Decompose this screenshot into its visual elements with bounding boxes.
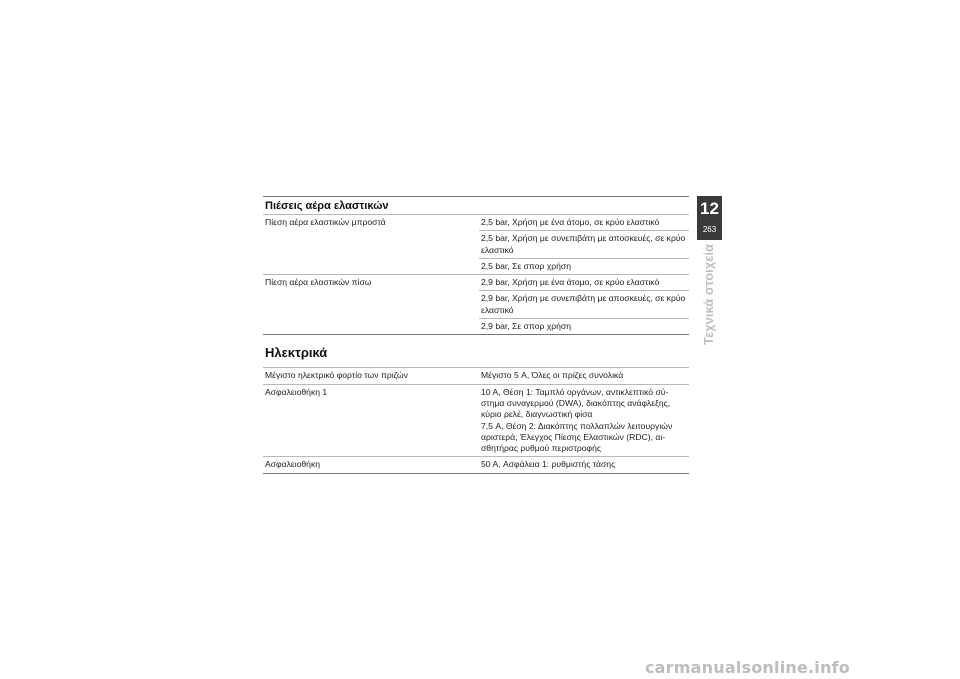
spec-value: 2,5 bar, Χρήση με ένα άτομο, σε κρύο ελαστικό [479,215,689,231]
table-row [263,231,689,259]
page-number: 263 [702,225,717,234]
spec-label: Ασφαλειοθήκη [263,457,479,473]
spec-label: Πίεση αέρα ελαστικών πίσω [263,275,479,291]
table-row [263,215,689,231]
spec-content [263,196,689,474]
spec-value: 50 A, Ασφάλεια 1: ρυθμιστής τάσης [479,457,689,473]
electrical-table [263,367,689,473]
table-row [263,291,689,319]
tire-pressure-heading: Πιέσεις αέρα ελαστικών [263,196,689,214]
tire-pressure-table [263,214,689,335]
chapter-title-vertical [701,244,719,374]
table-row [263,384,689,457]
spec-label: Ασφαλειοθήκη 1 [263,384,479,457]
chapter-number: 12 [700,199,719,218]
spec-label: Πίεση αέρα ελαστικών μπροστά [263,215,479,231]
spec-value: 2,5 bar, Χρήση με συνεπιβάτη με αποσκευές, σε κρύο ελαστικό [479,231,689,259]
table-row [263,275,689,291]
spec-label [263,291,479,319]
table-row [263,368,689,384]
electrical-heading: Ηλεκτρικά [265,345,328,361]
chapter-title: Τεχνικά στοιχεία [701,244,716,346]
chapter-tab [697,196,722,240]
watermark-logo: carmanualsonline.info [645,658,850,677]
spec-value: 2,5 bar, Σε σπορ χρήση [479,258,689,274]
spec-label [263,258,479,274]
spec-label [263,231,479,259]
table-row [263,258,689,274]
spec-label: Μέγιστο ηλεκτρικό φορτίο των πριζών [263,368,479,384]
spec-value: 2,9 bar, Χρήση με συνεπιβάτη με αποσκευές, σε κρύο ελαστικό [479,291,689,319]
table-row [263,319,689,335]
table-row [263,457,689,473]
spec-value: 2,9 bar, Χρήση με ένα άτομο, σε κρύο ελαστικό [479,275,689,291]
spec-value: 10 A, Θέση 1: Ταμπλό οργάνων, αντικλεπτικό σύ- στημα συναγερμού (DWA), διακόπτης ανάφλεξης, κύριο ρελέ, διαγνωστική φίσα 7,5 A, Θέση 2: Διακόπτης πολλαπλών λειτουργιών αριστερά, Έλεγχος Πίεσης Ελαστικών (RDC), αι- σθητήρας ρυθμού περιστροφής [479,384,689,457]
spec-value: Μέγιστο 5 A, Όλες οι πρίζες συνολικά [479,368,689,384]
spec-value: 2,9 bar, Σε σπορ χρήση [479,319,689,335]
spec-label [263,319,479,335]
